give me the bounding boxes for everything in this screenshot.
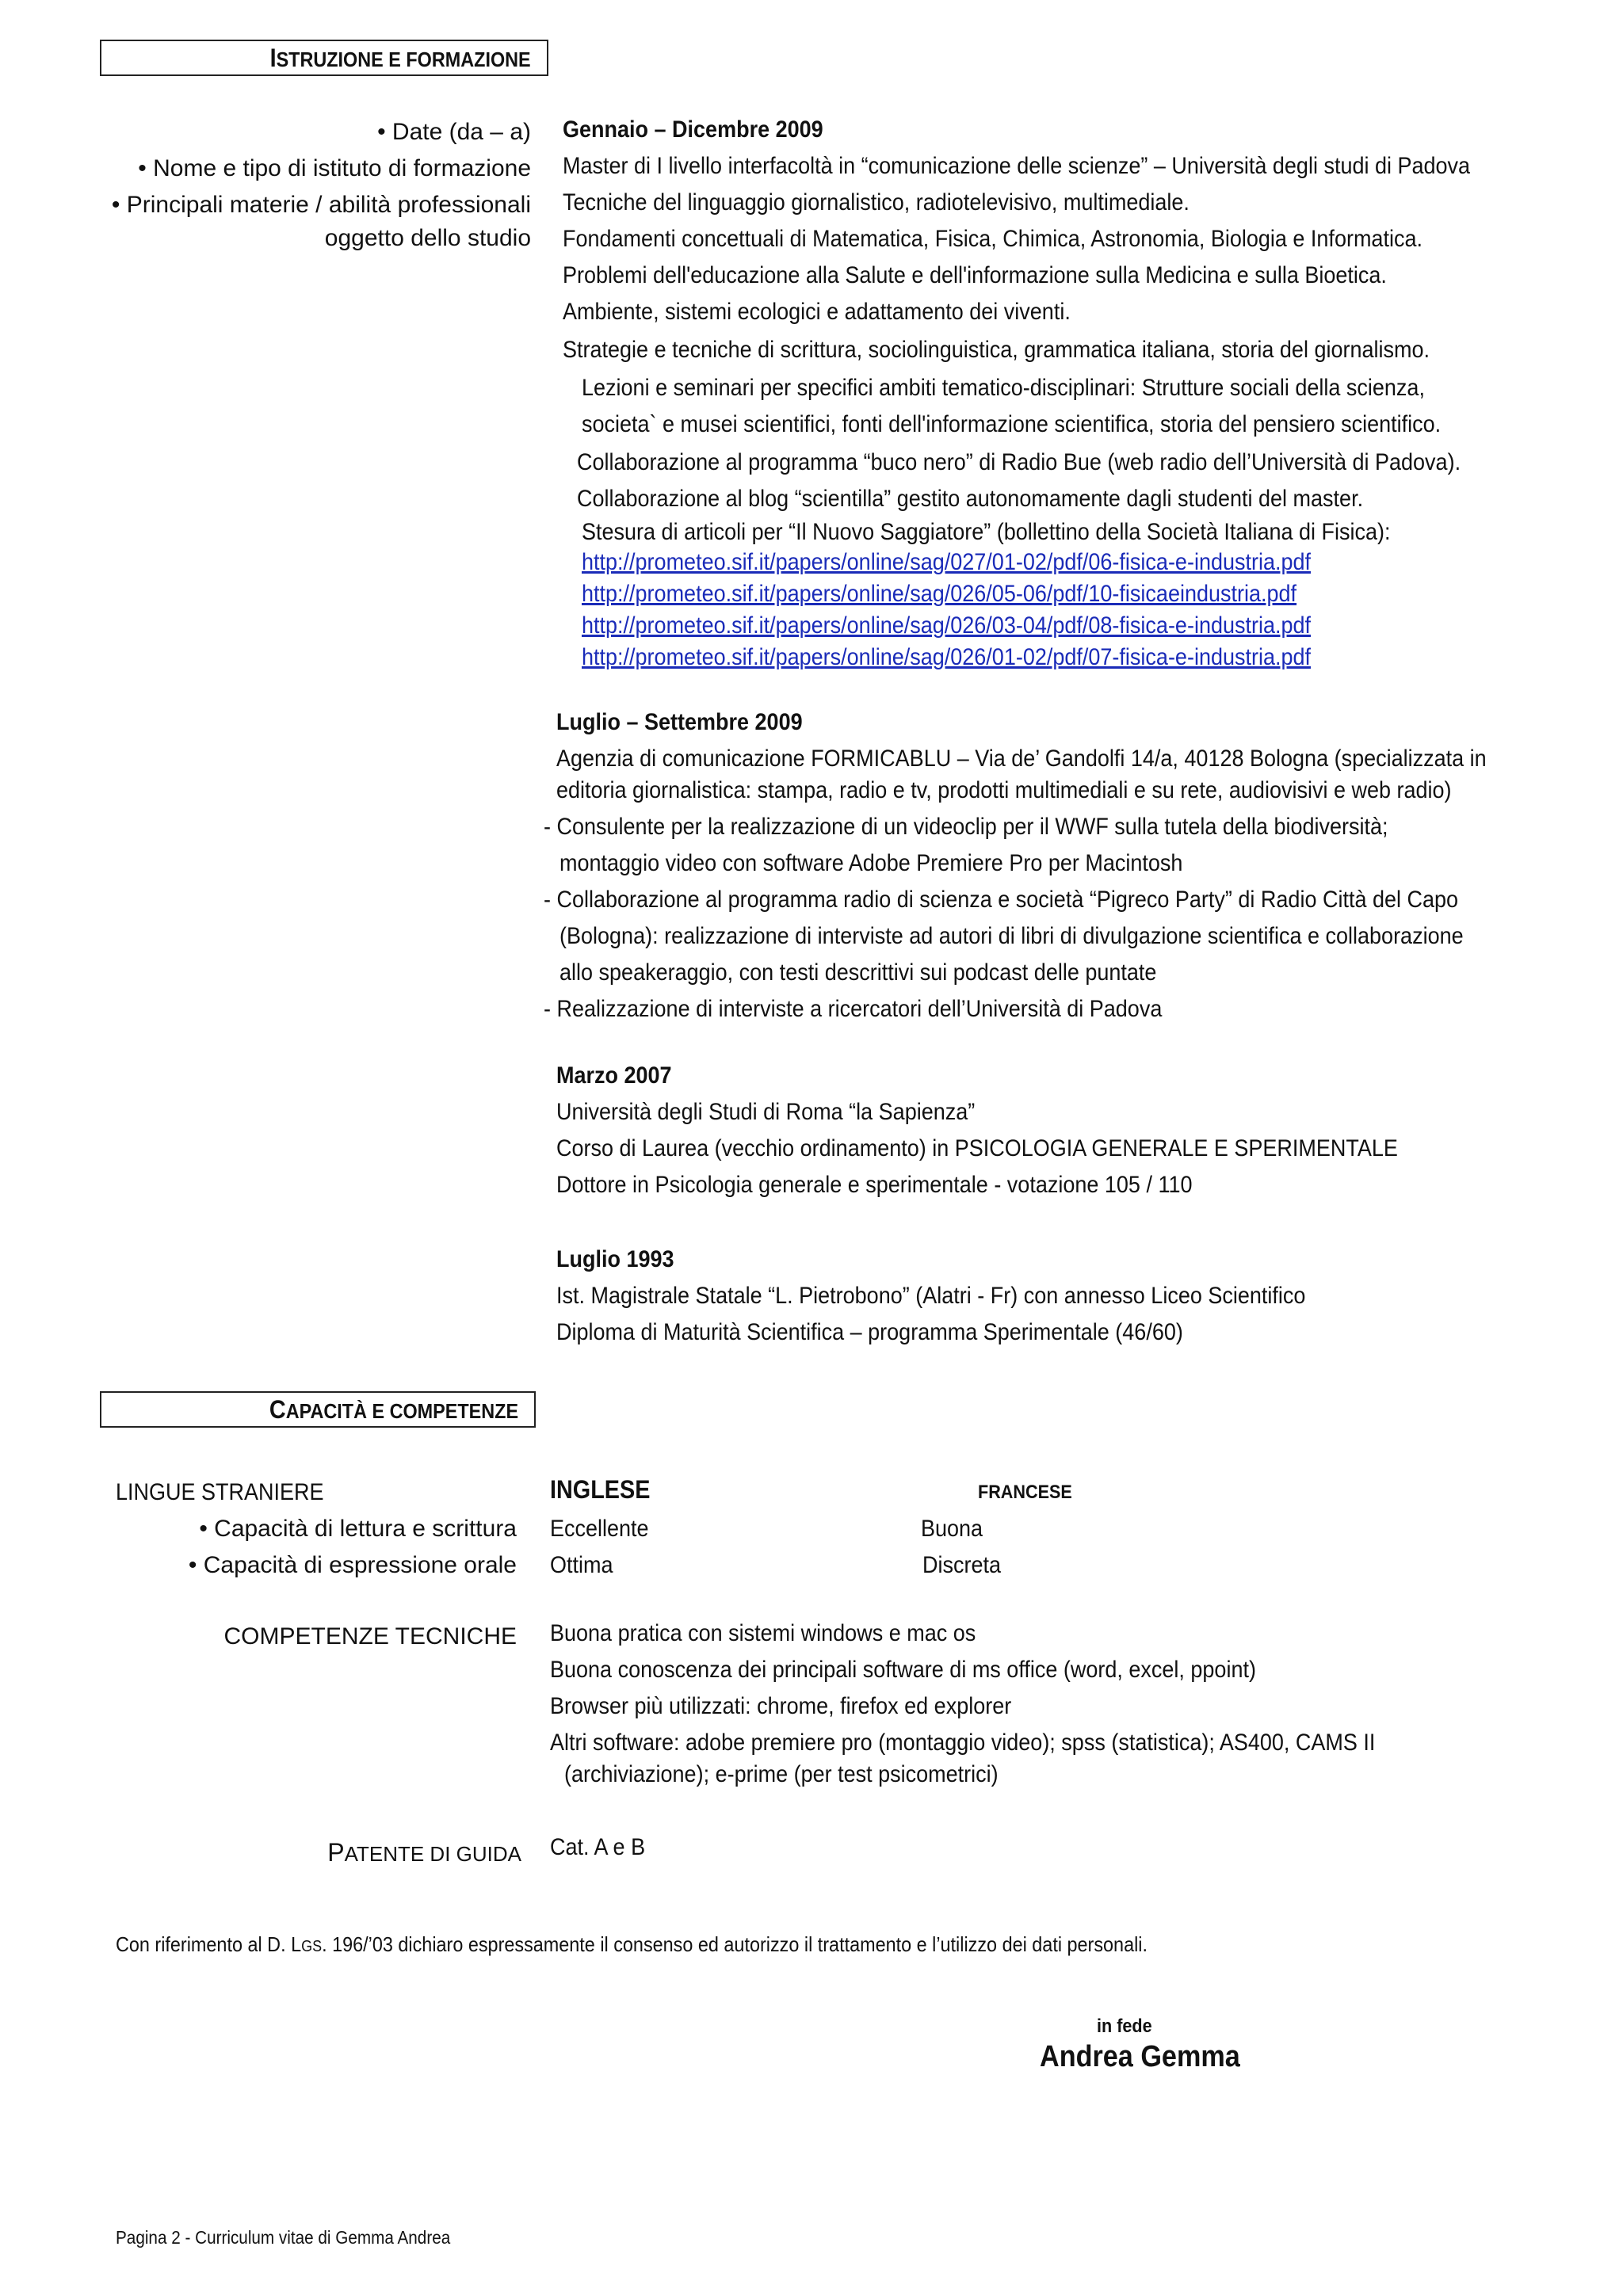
section-header-istruzione — [100, 40, 548, 76]
entry-date: Luglio 1993 — [556, 1246, 674, 1272]
section-title-initial: I — [269, 44, 277, 72]
entry-line: Collaborazione al programma “buco nero” di Radio Bue (web radio dell’Università di Padova). — [577, 449, 1461, 475]
entry-line: Fondamenti concettuali di Matematica, Fisica, Chimica, Astronomia, Biologia e Informatica. — [563, 226, 1423, 252]
entry-line: Agenzia di comunicazione FORMICABLU – Via de’ Gandolfi 14/a, 40128 Bologna (specializzata in — [556, 746, 1487, 772]
license-value: Cat. A e B — [550, 1834, 646, 1860]
label-date: • Date (da – a) — [377, 119, 531, 145]
page-footer: Pagina 2 - Curriculum vitae di Gemma Andrea — [116, 2227, 451, 2248]
entry-line: Problemi dell'educazione alla Salute e dell'informazione sulla Medicina e sulla Bioetica. — [563, 262, 1387, 288]
language-name: FRANCESE — [978, 1482, 1072, 1503]
lang-skill-value: Discreta — [922, 1552, 1002, 1578]
in-fede-label: in fede — [1097, 2016, 1152, 2037]
entry-line: Corso di Laurea (vecchio ordinamento) in PSICOLOGIA GENERALE E SPERIMENTALE — [556, 1135, 1398, 1161]
tech-line: Buona conoscenza dei principali software di ms office (word, excel, ppoint) — [550, 1657, 1256, 1683]
entry-line: Diploma di Maturità Scientifica – programma Sperimentale (46/60) — [556, 1319, 1183, 1345]
label-materie-1: • Principali materie / abilità professionali — [111, 192, 531, 218]
tech-line: Browser più utilizzati: chrome, firefox ed explorer — [550, 1693, 1012, 1719]
tech-line: (archiviazione); e-prime (per test psicometrici) — [564, 1761, 999, 1787]
section-title-initial: C — [269, 1395, 286, 1424]
entry-line: (Bologna): realizzazione di interviste ad autori di libri di divulgazione scientifica e collaborazione — [559, 923, 1464, 949]
license-label: PATENTE DI GUIDA — [327, 1838, 521, 1867]
entry-line: Dottore in Psicologia generale e sperimentale - votazione 105 / 110 — [556, 1172, 1193, 1198]
lang-skill-value: Ottima — [550, 1552, 613, 1578]
entry-line: Ambiente, sistemi ecologici e adattamento dei viventi. — [563, 299, 1071, 325]
tech-line: Altri software: adobe premiere pro (montaggio video); spss (statistica); AS400, CAMS II — [550, 1730, 1376, 1756]
entry-line: Strategie e tecniche di scrittura, sociolinguistica, grammatica italiana, storia del giornalismo. — [563, 337, 1430, 363]
entry-line: societa` e musei scientifici, fonti dell'informazione scientifica, storia del pensiero scientifico. — [582, 411, 1442, 437]
lang-skill-value: Buona — [921, 1516, 983, 1542]
section-header-capacita — [100, 1391, 536, 1428]
education-labels — [40, 114, 531, 254]
lang-skill-label: • Capacità di lettura e scrittura — [199, 1516, 517, 1542]
tech-line: Buona pratica con sistemi windows e mac os — [550, 1620, 976, 1646]
article-link[interactable]: http://prometeo.sif.it/papers/online/sag/026/01-02/pdf/07-fisica-e-industria.pdf — [582, 644, 1312, 670]
entry-date: Marzo 2007 — [556, 1062, 672, 1089]
entry-line: - Consulente per la realizzazione di un videoclip per il WWF sulla tutela della biodiversità; — [544, 814, 1388, 840]
entry-line: Università degli Studi di Roma “la Sapienza” — [556, 1099, 976, 1125]
signature-name: Andrea Gemma — [1040, 2040, 1240, 2073]
entry-date: Luglio – Settembre 2009 — [556, 709, 803, 735]
entry-line: - Collaborazione al programma radio di scienza e società “Pigreco Party” di Radio Città del Capo — [544, 887, 1459, 913]
label-istituto: • Nome e tipo di istituto di formazione — [138, 155, 531, 181]
entry-line: Tecniche del linguaggio giornalistico, radiotelevisivo, multimediale. — [563, 189, 1190, 215]
entry-date: Gennaio – Dicembre 2009 — [563, 116, 823, 143]
entry-line: Master di I livello interfacoltà in “comunicazione delle scienze” – Università degli studi di Padova — [563, 153, 1471, 179]
article-link[interactable]: http://prometeo.sif.it/papers/online/sag/027/01-02/pdf/06-fisica-e-industria.pdf — [582, 549, 1312, 575]
entry-line: montaggio video con software Adobe Premiere Pro per Macintosh — [559, 850, 1183, 876]
article-link[interactable]: http://prometeo.sif.it/papers/online/sag/026/03-04/pdf/08-fisica-e-industria.pdf — [582, 612, 1312, 639]
label-materie-2: oggetto dello studio — [324, 225, 531, 251]
tech-label: COMPETENZE TECNICHE — [223, 1623, 517, 1650]
entry-line: Stesura di articoli per “Il Nuovo Saggiatore” (bollettino della Società Italiana di Fisica): — [582, 519, 1391, 545]
language-name: INGLESE — [550, 1475, 651, 1504]
section-title-rest: APACITÀ E COMPETENZE — [285, 1399, 518, 1423]
lang-skill-label: • Capacità di espressione orale — [188, 1552, 517, 1578]
privacy-consent: Con riferimento al D. LGS. 196/’03 dichiaro espressamente il consenso ed autorizzo il trattamento e l’utilizzo dei dati personali. — [116, 1932, 1148, 1956]
entry-line: - Realizzazione di interviste a ricercatori dell’Università di Padova — [544, 996, 1163, 1022]
article-link[interactable]: http://prometeo.sif.it/papers/online/sag/026/05-06/pdf/10-fisicaeindustria.pdf — [582, 581, 1297, 607]
entry-line: Lezioni e seminari per specifici ambiti tematico-disciplinari: Strutture sociali della scienza, — [582, 375, 1425, 401]
entry-line: Ist. Magistrale Statale “L. Pietrobono” (Alatri - Fr) con annesso Liceo Scientifico — [556, 1283, 1306, 1309]
languages-label: LINGUE STRANIERE — [116, 1479, 324, 1505]
entry-line: Collaborazione al blog “scientilla” gestito autonomamente dagli studenti del master. — [577, 486, 1364, 512]
section-title-rest: STRUZIONE E FORMAZIONE — [276, 48, 531, 71]
lang-skill-value: Eccellente — [550, 1516, 649, 1542]
entry-line: editoria giornalistica: stampa, radio e tv, prodotti multimediali e su rete, audiovisivi e web radio) — [556, 777, 1452, 803]
entry-line: allo speakeraggio, con testi descrittivi sui podcast delle puntate — [559, 959, 1157, 986]
